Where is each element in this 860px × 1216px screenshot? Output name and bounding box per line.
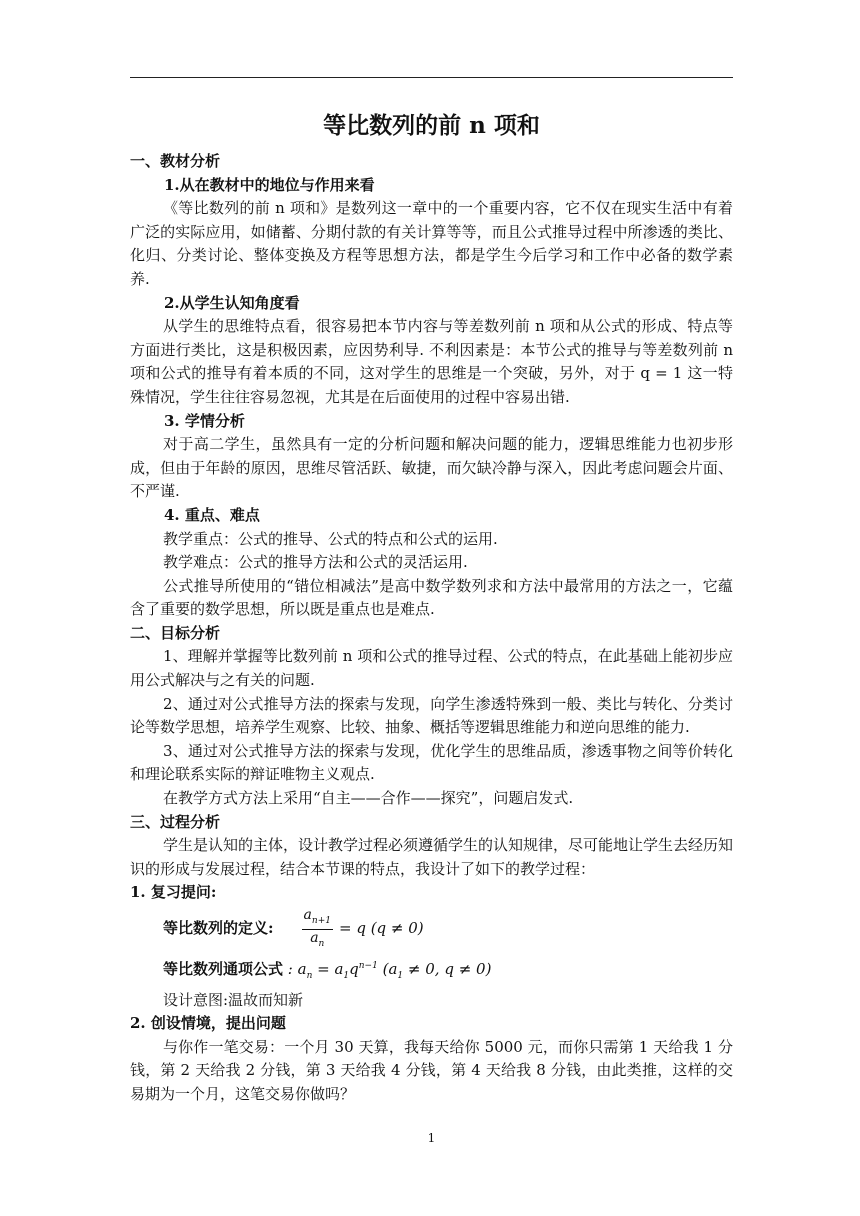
page-number: 1	[427, 1131, 436, 1145]
section-heading: 一、教材分析	[130, 152, 221, 170]
document-body	[130, 150, 733, 1107]
header-rule	[130, 77, 733, 78]
goal-item: 2、通过对公式推导方法的探索与发现，向学生渗透特殊到一般、类比与转化、分类讨论等数学思想，培养学生观察、比较、抽象、概括等逻辑思维能力和逆向思维的能力.	[130, 694, 733, 737]
definition-label: 等比数列的定义:	[163, 919, 274, 938]
general-term-row	[130, 955, 733, 989]
definition-rhs: = q (q ≠ 0)	[338, 919, 424, 938]
paragraph: 在教学方式方法上采用“自主——合作——探究”，问题启发式.	[163, 789, 574, 808]
paragraph: 《等比数列的前 n 项和》是数列这一章中的一个重要内容，它不仅在现实生活中有着广泛的实际应用，如储蓄、分期付款的有关计算等等，而且公式推导过程中所渗透的类比、化归、分类讨论、整体变换及方程等思想方法，都是学生今后学习和工作中必备的数学素养.	[130, 199, 733, 288]
goal-item: 3、通过对公式推导方法的探索与发现，优化学生的思维品质，渗透事物之间等价转化和理论联系实际的辩证唯物主义观点.	[130, 741, 733, 784]
definition-row	[130, 905, 733, 953]
paragraph: 公式推导所使用的“错位相减法”是高中数学数列求和方法中最常用的方法之一，它蕴含了重要的数学思想，所以既是重点也是难点.	[130, 576, 733, 619]
ratio-fraction: $\frac{a_{n+1}}{a_n}$	[303, 906, 331, 949]
section-heading: 二、目标分析	[130, 623, 221, 642]
paragraph: 从学生的思维特点看，很容易把本节内容与等差数列前 n 项和从公式的形成、特点等方面进行类比，这是积极因素，应因势利导. 不利因素是：本节公式的推导与等差数列前 n 项和公式的推导有着本质的不同，这对学生的思维是一个突破，另外，对于 q = 1 这一特殊情况，学生往往容易忽视，尤其是在后面使用的过程中容易出错.	[130, 317, 733, 406]
subsection-heading: 4. 重点、难点	[164, 505, 260, 524]
general-term-formula: : $a_n = a_1q^{n-1}$ ($a_1 \ne 0$, q ≠ 0)	[287, 960, 492, 981]
key-point: 教学重点：公式的推导、公式的特点和公式的运用.	[163, 529, 498, 548]
paragraph: 与你作一笔交易：一个月 30 天算，我每天给你 5000 元，而你只需第 1 天给我 1 分钱，第 2 天给我 2 分钱，第 3 天给我 4 分钱，第 4 天给我 8 分钱，由此类推，这样的交易期为一个月，这笔交易你做吗？	[130, 1037, 733, 1103]
step-heading: 1. 复习提问:	[130, 883, 217, 902]
subsection-heading: 1.从在教材中的地位与作用来看	[164, 175, 375, 194]
subsection-heading: 3. 学情分析	[164, 411, 245, 430]
paragraph: 学生是认知的主体，设计教学过程必须遵循学生的认知规律，尽可能地让学生去经历知识的形成与发展过程，结合本节课的特点，我设计了如下的教学过程：	[130, 836, 734, 878]
paragraph: 对于高二学生，虽然具有一定的分析问题和解决问题的能力，逻辑思维能力也初步形成，但由于年龄的原因，思维尽管活跃、敏捷，而欠缺冷静与深入，因此考虑问题会片面、不严谨.	[130, 435, 733, 501]
general-term-label: 等比数列通项公式	[163, 960, 284, 978]
section-heading: 三、过程分析	[130, 812, 221, 831]
design-intent: 设计意图:温故而知新	[163, 990, 304, 1009]
subsection-heading: 2.从学生认知角度看	[164, 293, 300, 312]
document-title: 等比数列的前 n 项和	[323, 112, 540, 139]
step-heading: 2. 创设情境，提出问题	[130, 1014, 286, 1033]
difficult-point: 教学难点：公式的推导方法和公式的灵活运用.	[163, 553, 468, 572]
goal-item: 1、理解并掌握等比数列前 n 项和公式的推导过程、公式的特点，在此基础上能初步应用公式解决与之有关的问题.	[130, 647, 733, 690]
